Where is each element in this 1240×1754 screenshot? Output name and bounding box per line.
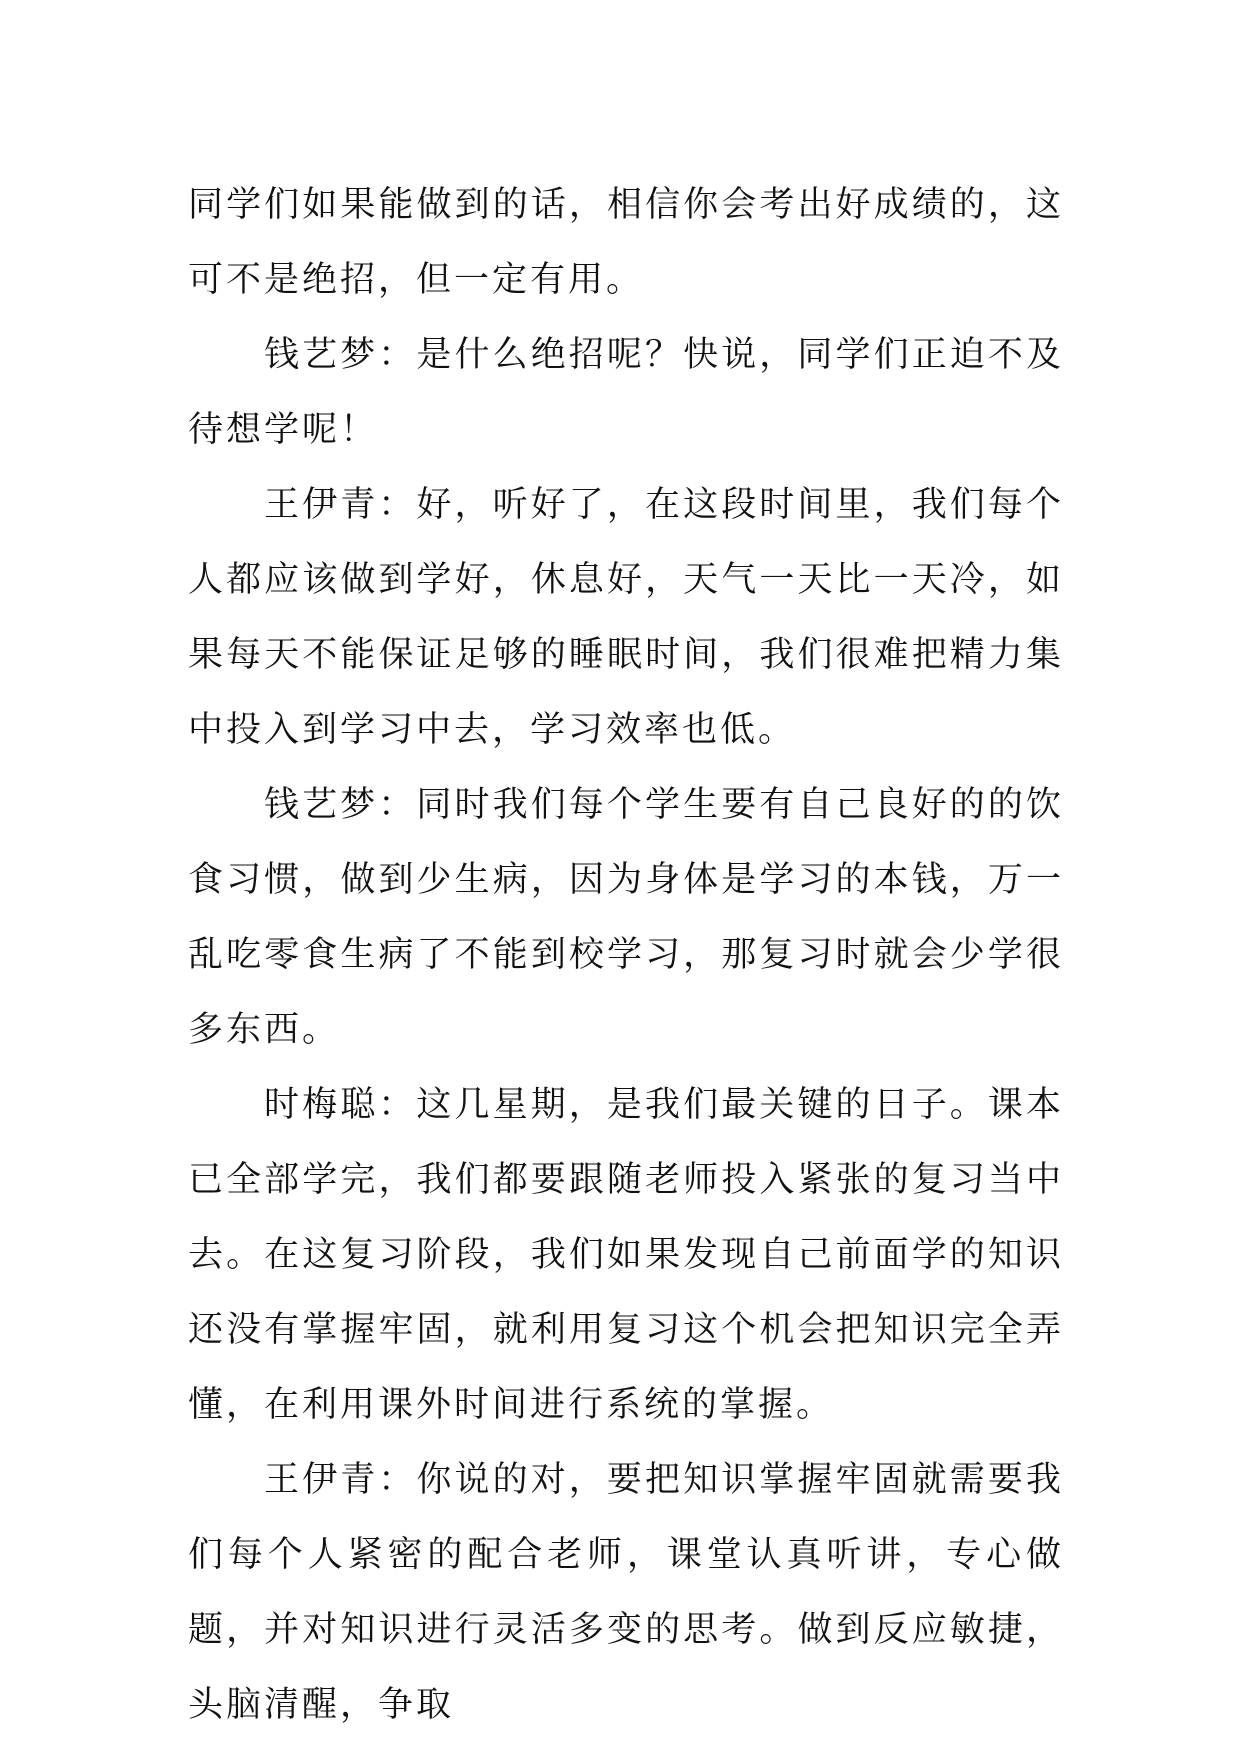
paragraph-wang-yiqing-2: 王伊青：你说的对，要把知识掌握牢固就需要我们每个人紧密的配合老师，课堂认真听讲，专心做题，并对知识进行灵活多变的思考。做到反应敏捷，头脑清醒，争取 bbox=[188, 1460, 1064, 1725]
paragraph-wang-yiqing-1: 王伊青：好，听好了，在这段时间里，我们每个人都应该做到学好，休息好，天气一天比一天冷，如果每天不能保证足够的睡眠时间，我们很难把精力集中投入到学习中去，学习效率也低。 bbox=[188, 485, 1064, 750]
paragraph-qian-yimeng-1: 钱艺梦：是什么绝招呢？快说，同学们正迫不及待想学呢！ bbox=[188, 335, 1064, 450]
paragraph-continuation: 同学们如果能做到的话，相信你会考出好成绩的，这可不是绝招，但一定有用。 bbox=[188, 185, 1064, 300]
paragraph-shi-meicong: 时梅聪：这几星期，是我们最关键的日子。课本已全部学完，我们都要跟随老师投入紧张的复习当中去。在这复习阶段，我们如果发现自己前面学的知识还没有掌握牢固，就利用复习这个机会把知识完全弄懂，在利用课外时间进行系统的掌握。 bbox=[188, 1085, 1064, 1425]
document-body bbox=[188, 168, 1064, 1743]
paragraph-qian-yimeng-2: 钱艺梦：同时我们每个学生要有自己良好的的饮食习惯，做到少生病，因为身体是学习的本钱，万一乱吃零食生病了不能到校学习，那复习时就会少学很多东西。 bbox=[188, 785, 1064, 1050]
